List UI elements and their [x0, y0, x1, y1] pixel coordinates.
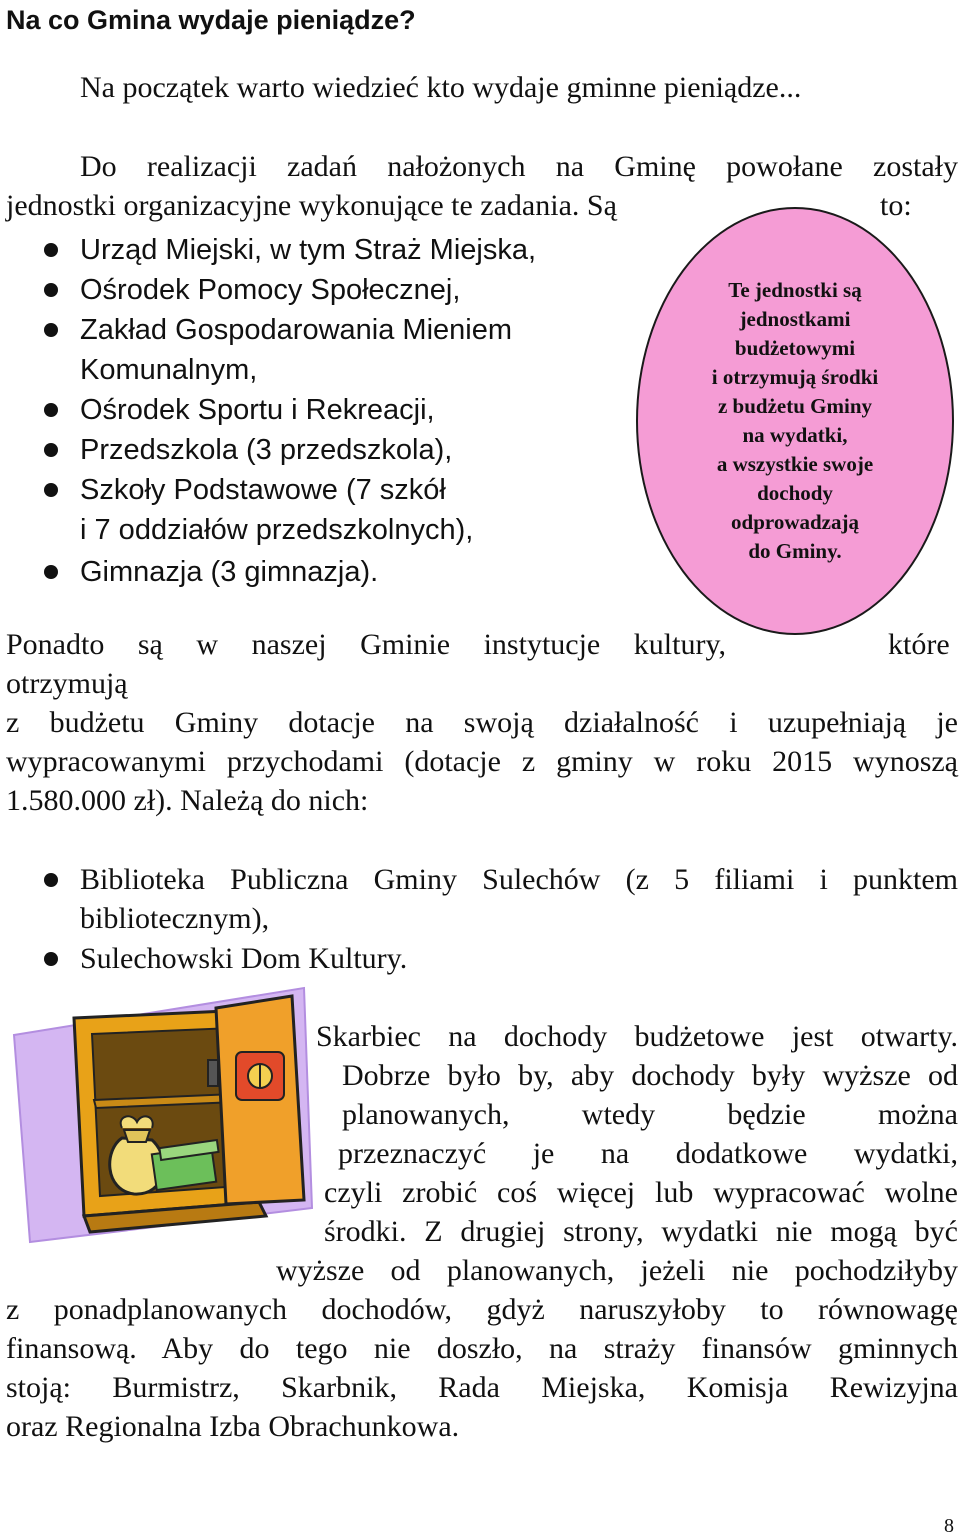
- bullet-icon: [44, 243, 58, 257]
- callout-line: z budżetu Gminy: [717, 394, 872, 418]
- para3-line9: finansową. Aby do tego nie doszło, na straży finansów gminnych: [6, 1332, 958, 1365]
- para1-line2-right: to:: [880, 189, 912, 222]
- para3-line2: Dobrze było by, aby dochody były wyższe od: [342, 1059, 958, 1092]
- list-item: Zakład Gospodarowania Mieniem: [80, 314, 512, 346]
- para3-line1: Skarbiec na dochody budżetowe jest otwarty.: [316, 1020, 958, 1053]
- para2-line2: otrzymują: [6, 667, 128, 700]
- bullet-icon: [44, 403, 58, 417]
- para2-line4: wypracowanymi przychodami (dotacje z gminy w roku 2015 wynoszą: [6, 745, 958, 778]
- callout-line: budżetowymi: [734, 336, 856, 360]
- para3-line7: wyższe od planowanych, jeżeli nie pochodziłyby: [276, 1254, 958, 1287]
- list-item: Sulechowski Dom Kultury.: [80, 942, 408, 975]
- bullet-icon: [44, 483, 58, 497]
- callout-line: do Gminy.: [748, 539, 842, 563]
- para2-line1-right: które: [888, 628, 950, 661]
- list-item: Urząd Miejski, w tym Straż Miejska,: [80, 234, 537, 266]
- para2-line1-left: Ponadto są w naszej Gminie instytucje kultury,: [6, 628, 726, 661]
- list-item-continuation: bibliotecznym),: [80, 902, 270, 935]
- callout-line: a wszystkie swoje: [716, 452, 874, 476]
- callout-line: i otrzymują środki: [711, 365, 879, 389]
- para2-line3: z budżetu Gminy dotacje na swoją działalność i uzupełniają je: [6, 706, 958, 739]
- bullet-icon: [44, 873, 58, 887]
- list-item: Szkoły Podstawowe (7 szkół: [80, 474, 446, 506]
- list-item: Ośrodek Sportu i Rekreacji,: [80, 394, 435, 426]
- callout-text: [650, 276, 940, 566]
- para3-line11: oraz Regionalna Izba Obrachunkowa.: [6, 1410, 460, 1443]
- callout-line: jednostkami: [739, 307, 851, 331]
- bullet-icon: [44, 952, 58, 966]
- open-safe-icon: [4, 980, 324, 1252]
- bullet-icon: [44, 323, 58, 337]
- callout-line: na wydatki,: [742, 423, 848, 447]
- para2-line5: 1.580.000 zł). Należą do nich:: [6, 784, 369, 817]
- bullet-icon: [44, 565, 58, 579]
- para1-line1: Do realizacji zadań nałożonych na Gminę powołane zostały: [80, 150, 958, 183]
- para3-line5: czyli zrobić coś więcej lub wypracować wolne: [324, 1176, 958, 1209]
- para3-line3: planowanych, wtedy będzie można: [342, 1098, 958, 1131]
- bullet-icon: [44, 283, 58, 297]
- para3-line8: z ponadplanowanych dochodów, gdyż naruszyłoby to równowagę: [6, 1293, 958, 1326]
- intro-text: Na początek warto wiedzieć kto wydaje gminne pieniądze...: [80, 71, 802, 104]
- para1-line2-left: jednostki organizacyjne wykonujące te zadania. Są: [6, 189, 617, 222]
- list-item: Biblioteka Publiczna Gminy Sulechów (z 5 filiami i punktem: [80, 863, 958, 896]
- list-item: Ośrodek Pomocy Społecznej,: [80, 274, 461, 306]
- page-number: 8: [944, 1515, 954, 1537]
- callout-line: Te jednostki są: [728, 278, 862, 302]
- para3-line10: stoją: Burmistrz, Skarbnik, Rada Miejska, Komisja Rewizyjna: [6, 1371, 958, 1404]
- bullet-icon: [44, 443, 58, 457]
- para3-line6: środki. Z drugiej strony, wydatki nie mogą być: [324, 1215, 958, 1248]
- list-item: Przedszkola (3 przedszkola),: [80, 434, 453, 466]
- callout-line: dochody: [757, 481, 833, 505]
- para3-line4: przeznaczyć je na dodatkowe wydatki,: [338, 1137, 958, 1170]
- list-item-continuation: i 7 oddziałów przedszkolnych),: [80, 514, 474, 546]
- list-item: Gimnazja (3 gimnazja).: [80, 556, 379, 588]
- callout-line: odprowadzają: [731, 510, 859, 534]
- page-title: Na co Gmina wydaje pieniądze?: [6, 5, 416, 35]
- list-item-continuation: Komunalnym,: [80, 354, 258, 386]
